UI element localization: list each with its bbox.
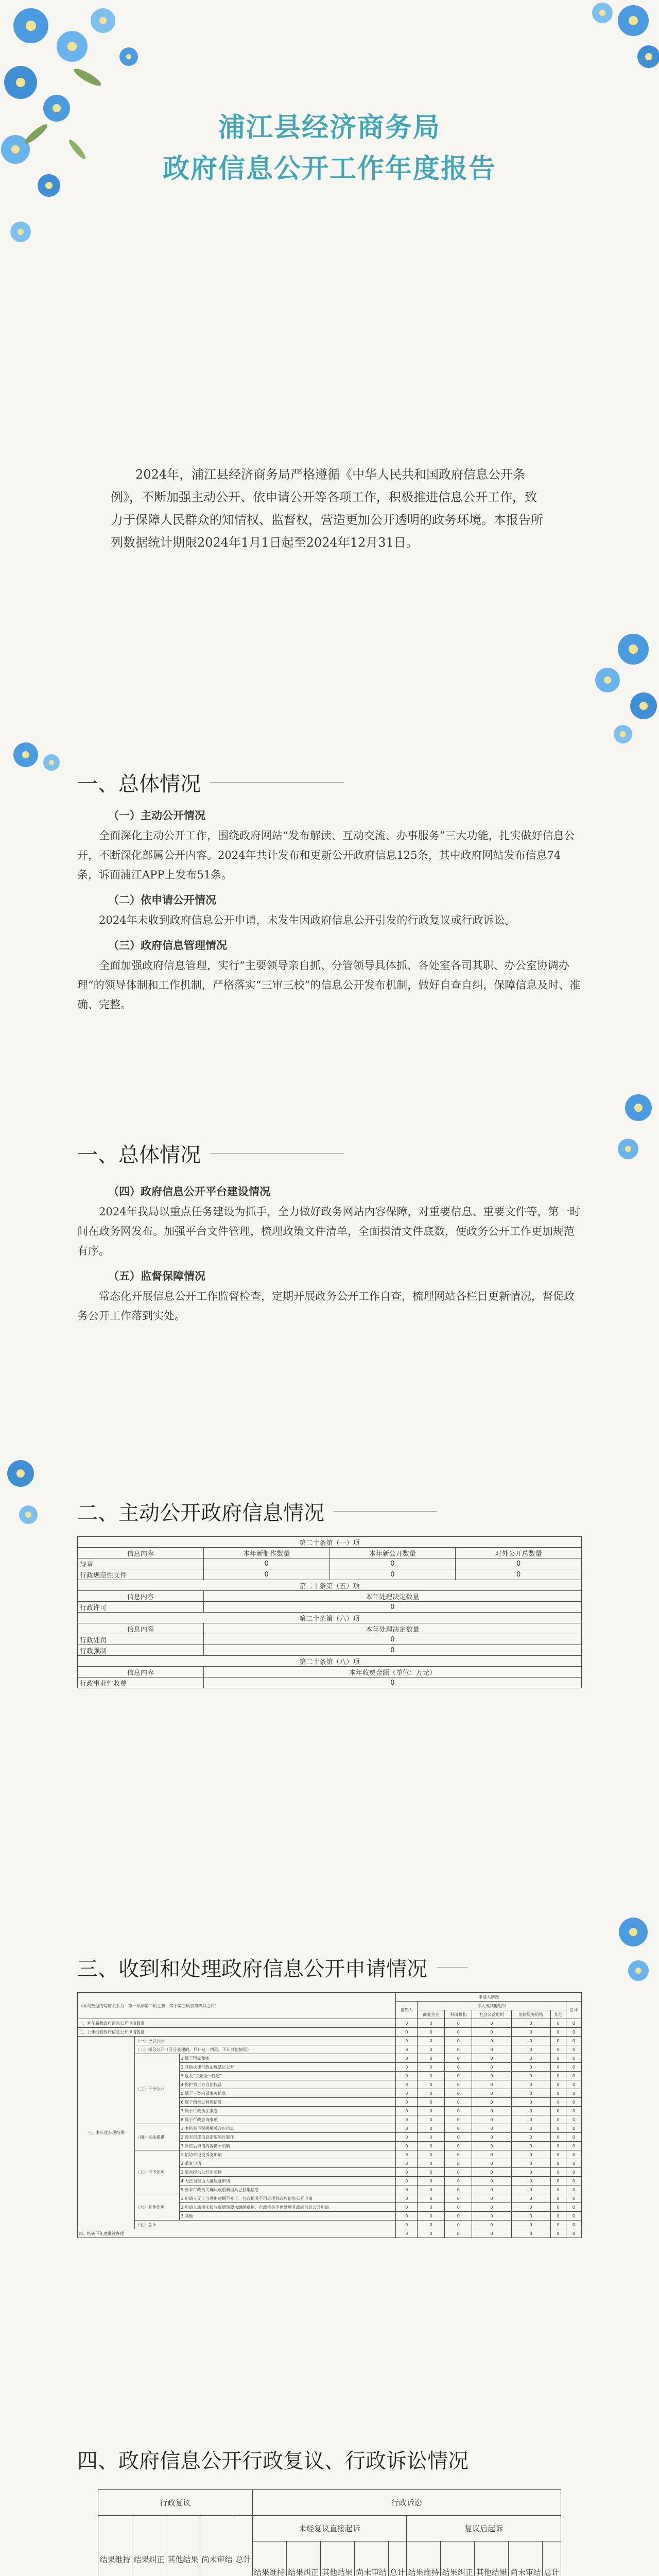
value-cell: 0 [550,2124,566,2133]
value-cell: 0 [445,2194,472,2203]
value-cell: 0 [511,2203,550,2212]
value-cell: 0 [445,2124,472,2133]
flower-decoration-mid-right-icon [608,1082,659,1185]
value-cell: 0 [445,2185,472,2194]
value-cell: 0 [566,2089,581,2098]
value-cell: 0 [566,2115,581,2124]
value-cell: 0 [396,2142,418,2150]
subsection-text: 全面加强政府信息管理，实行“主要领导亲自抓、分管领导具体抓、各处室各司其职、办公室协调办理”的领导体制和工作机制，严格落实“三审三校”的信息公开发布机制，做好自查自纠，保障信息及时、准确、完整。 [77,959,581,1011]
value-cell: 0 [445,2150,472,2159]
value-cell: 0 [445,2177,472,2185]
value-cell: 0 [550,2080,566,2089]
value-cell: 0 [511,2185,550,2194]
value-cell: 0 [396,2203,418,2212]
value-cell: 0 [472,2159,511,2168]
value-cell: 0 [472,2080,511,2089]
value-cell: 0 [511,2150,550,2159]
row-label: 2.没有现成信息需要另行制作 [180,2133,396,2142]
value-cell: 0 [472,2185,511,2194]
value-cell: 0 [511,2221,550,2229]
row-label: 8.属于行政查询事项 [180,2115,396,2124]
value-cell: 0 [550,2107,566,2115]
value-cell: 0 [396,2229,418,2238]
subsection-text: 常态化开展信息公开工作监督检查，定期开展政务公开工作自查，梳理网站各栏目更新情况，督促政务公开工作落到实处。 [77,1290,575,1322]
value-cell: 0 [396,2028,418,2037]
table-row [78,2019,582,2028]
value-cell: 0 [396,2037,418,2045]
row-label: 5.属于三类内部事务信息 [180,2089,396,2098]
row-label: 二、上年结转政府信息公开申请数量 [78,2028,396,2037]
value-cell: 0 [550,2185,566,2194]
value-cell: 0 [445,2037,472,2045]
value-cell: 0 [418,2045,445,2054]
value-cell: 0 [418,2203,445,2212]
value-cell: 0 [396,2185,418,2194]
value-cell: 0 [418,2080,445,2089]
value-cell: 0 [418,2168,445,2177]
table-row [78,2045,582,2054]
report-title-line1: 浦江县经济商务局 [218,112,441,143]
value-cell: 0 [566,2124,581,2133]
table-row [78,2194,582,2203]
value-cell: 0 [511,2142,550,2150]
value-cell: 0 [396,2054,418,2063]
value-cell: 0 [445,2142,472,2150]
value-cell: 0 [396,2089,418,2098]
subsection-title: （三）政府信息管理情况 [108,939,227,952]
value-cell: 0 [396,2124,418,2133]
value-cell: 0 [396,2194,418,2203]
value-cell: 0 [511,2194,550,2203]
value-cell: 0 [472,2045,511,2054]
value-cell: 0 [550,2150,566,2159]
value-cell: 0 [566,2072,581,2080]
row-label: 1.信访举报投诉类申请 [180,2150,396,2159]
value-cell: 0 [550,2089,566,2098]
row-label: 2.其他法律行政法规禁止公开 [180,2063,396,2072]
row-label: （二）部分公开（区分处理的，只计这一情形，不计其他情形） [134,2045,396,2054]
value-cell: 0 [396,2177,418,2185]
value-cell: 0 [445,2080,472,2089]
table-row [78,2221,582,2229]
row-label: 四、结转下年度继续办理 [78,2229,396,2238]
value-cell: 0 [472,2028,511,2037]
value-cell: 0 [511,2037,550,2045]
value-cell: 0 [445,2028,472,2037]
value-cell: 0 [445,2133,472,2142]
table-row [78,2150,582,2159]
value-cell: 0 [566,2054,581,2063]
value-cell: 0 [511,2229,550,2238]
flower-decoration-right-icon [577,618,659,752]
value-cell: 0 [396,2080,418,2089]
subsection-title: （四）政府信息公开平台建设情况 [108,1185,270,1198]
row-label: 3.要求提供公开出版物 [180,2168,396,2177]
value-cell: 0 [511,2019,550,2028]
row-label: 3.补正后申请内容仍不明确 [180,2142,396,2150]
subsection-title: （五）监督保障情况 [108,1269,205,1282]
value-cell: 0 [550,2054,566,2063]
value-cell: 0 [445,2203,472,2212]
value-cell: 0 [396,2133,418,2142]
value-cell: 0 [445,2212,472,2221]
value-cell: 0 [550,2063,566,2072]
value-cell: 0 [445,2089,472,2098]
sub-group-label: （四）无法提供 [134,2124,180,2150]
value-cell: 0 [472,2098,511,2107]
flower-decoration-left-icon [0,732,72,783]
value-cell: 0 [550,2072,566,2080]
value-cell: 0 [566,2203,581,2212]
value-cell: 0 [396,2045,418,2054]
value-cell: 0 [511,2028,550,2037]
value-cell: 0 [550,2028,566,2037]
value-cell: 0 [566,2150,581,2159]
value-cell: 0 [418,2194,445,2203]
result-side-label: 三、本年度办理结果 [78,2037,135,2229]
value-cell: 0 [396,2107,418,2115]
value-cell: 0 [566,2019,581,2028]
value-cell: 0 [445,2159,472,2168]
row-label: 3.其他 [180,2212,396,2221]
value-cell: 0 [396,2159,418,2168]
value-cell: 0 [472,2054,511,2063]
row-label: 4.保护第三方合法权益 [180,2080,396,2089]
value-cell: 0 [472,2072,511,2080]
value-cell: 0 [445,2107,472,2115]
section-heading: 一、总体情况 [77,772,201,796]
review-lawsuit-table: 行政复议 行政诉讼 结果维持 结果纠正 其他结果 尚未审结 总计 未经复议直接起诉 复议后起诉 结果维持 结果纠正 其他结果 尚未审结 总计 结果维持 结果纠正 其他结果 尚未审结 总计 [98,2489,561,2576]
row-label: （七）总计 [134,2221,396,2229]
value-cell: 0 [445,2229,472,2238]
value-cell: 0 [566,2063,581,2072]
value-cell: 0 [418,2072,445,2080]
subsection-text: 2024年未收到政府信息公开申请，未发生因政府信息公开引发的行政复议或行政诉讼。 [99,914,516,926]
value-cell: 0 [396,2212,418,2221]
value-cell: 0 [418,2221,445,2229]
table-row [78,2124,582,2133]
value-cell: 0 [472,2089,511,2098]
value-cell: 0 [550,2142,566,2150]
row-label: 2.申请人逾期未按收费通知要求缴纳费用、行政机关不再处理其政府信息公开申请 [180,2203,396,2212]
value-cell: 0 [472,2221,511,2229]
value-cell: 0 [418,2185,445,2194]
value-cell: 0 [550,2177,566,2185]
intro-paragraph: 2024年，浦江县经济商务局严格遵循《中华人民共和国政府信息公开条例》，不断加强主动公开、依申请公开等各项工作，积极推进信息公开工作，致力于保障人民群众的知情权、监督权，营造更加公开透明的政务环境。本报告所列数据统计期限2024年1月1日起至2024年12月31日。 [111,467,543,550]
table-row [78,2229,582,2238]
value-cell: 0 [418,2212,445,2221]
value-cell: 0 [445,2115,472,2124]
section-heading: 二、主动公开政府信息情况 [77,1501,324,1525]
value-cell: 0 [550,2212,566,2221]
subsection-text: 2024年我局以重点任务建设为抓手，全力做好政务网站内容保障，对重要信息、重要文件等，第一时间在政务网发布。加强平台文件管理，梳理政策文件清单，全面摸清文件底数，便政务公开工作更加规范有序。 [77,1206,581,1257]
value-cell: 0 [511,2177,550,2185]
value-cell: 0 [550,2159,566,2168]
value-cell: 0 [445,2045,472,2054]
value-cell: 0 [418,2229,445,2238]
section-proactive-disclosure [77,1497,582,1688]
value-cell: 0 [472,2229,511,2238]
value-cell: 0 [566,2185,581,2194]
value-cell: 0 [550,2115,566,2124]
value-cell: 0 [511,2124,550,2133]
row-label: 4.无正当理由大量反复申请 [180,2177,396,2185]
sub-group-label: （三）不予公开 [134,2054,180,2124]
value-cell: 0 [472,2037,511,2045]
proactive-disclosure-table: 第二十条第（一）项 信息内容 本年新制作数量 本年新公开数量 对外公开总数量 规章 0 0 0 行政规范性文件 0 0 0 第二十条第（五）项 信息内容 本年处理决定数量 行政许可 0 第二十条第（六）项 信息内容 本年处理决定数量 行政处罚 0 行政强制 0 第二十条第（八）项 信息内容 本年收费金额（单位：万元） 行政事业性收费 0 [77,1536,582,1688]
value-cell: 0 [550,2168,566,2177]
flower-decoration-mid-left-icon [0,1443,51,1546]
value-cell: 0 [511,2107,550,2115]
section-heading: 四、政府信息公开行政复议、行政诉讼情况 [77,2449,469,2473]
value-cell: 0 [396,2115,418,2124]
row-label: 2.重复申请 [180,2159,396,2168]
value-cell: 0 [472,2194,511,2203]
value-cell: 0 [550,2203,566,2212]
value-cell: 0 [566,2045,581,2054]
value-cell: 0 [566,2037,581,2045]
value-cell: 0 [418,2177,445,2185]
value-cell: 0 [511,2115,550,2124]
value-cell: 0 [396,2168,418,2177]
section-overview [77,768,582,1014]
value-cell: 0 [418,2063,445,2072]
value-cell: 0 [445,2019,472,2028]
value-cell: 0 [445,2072,472,2080]
row-label: 5.要求行政机关确认或重新出具已获取信息 [180,2185,396,2194]
value-cell: 0 [566,2168,581,2177]
row-label: 1.属于国家秘密 [180,2054,396,2063]
value-cell: 0 [445,2054,472,2063]
value-cell: 0 [418,2107,445,2115]
flower-decoration-top-right-icon [556,0,659,82]
value-cell: 0 [566,2142,581,2150]
value-cell: 0 [418,2150,445,2159]
value-cell: 0 [418,2028,445,2037]
value-cell: 0 [472,2107,511,2115]
value-cell: 0 [511,2045,550,2054]
row-label: （一）予以公开 [134,2037,396,2045]
value-cell: 0 [472,2150,511,2159]
value-cell: 0 [511,2072,550,2080]
sub-group-label: （六）其他处理 [134,2194,180,2221]
value-cell: 0 [550,2221,566,2229]
value-cell: 0 [418,2124,445,2133]
value-cell: 0 [472,2177,511,2185]
value-cell: 0 [396,2019,418,2028]
value-cell: 0 [566,2028,581,2037]
value-cell: 0 [472,2063,511,2072]
value-cell: 0 [511,2054,550,2063]
value-cell: 0 [566,2159,581,2168]
value-cell: 0 [566,2177,581,2185]
value-cell: 0 [445,2098,472,2107]
row-label: 6.属于四类过程性信息 [180,2098,396,2107]
value-cell: 0 [396,2063,418,2072]
subsection-title: （一）主动公开情况 [108,809,205,822]
value-cell: 0 [550,2045,566,2054]
row-label: 3.危及“三安全一稳定” [180,2072,396,2080]
value-cell: 0 [566,2133,581,2142]
value-cell: 0 [511,2063,550,2072]
value-cell: 0 [550,2194,566,2203]
row-label: 1.本机关不掌握相关政府信息 [180,2124,396,2133]
subsection-title: （二）依申请公开情况 [108,893,216,906]
flower-decoration-lower-right-icon [602,1906,659,1999]
value-cell: 0 [472,2133,511,2142]
value-cell: 0 [550,2037,566,2045]
value-cell: 0 [472,2168,511,2177]
value-cell: 0 [396,2098,418,2107]
row-label: 一、本年新收政府信息公开申请数量 [78,2019,396,2028]
value-cell: 0 [418,2089,445,2098]
value-cell: 0 [566,2107,581,2115]
value-cell: 0 [566,2098,581,2107]
value-cell: 0 [511,2159,550,2168]
table-row [78,2054,582,2063]
value-cell: 0 [472,2142,511,2150]
value-cell: 0 [511,2212,550,2221]
value-cell: 0 [396,2221,418,2229]
value-cell: 0 [566,2221,581,2229]
value-cell: 0 [550,2229,566,2238]
value-cell: 0 [445,2221,472,2229]
value-cell: 0 [396,2150,418,2159]
value-cell: 0 [418,2159,445,2168]
value-cell: 0 [418,2037,445,2045]
flower-decoration-top-left-icon [0,0,185,289]
value-cell: 0 [418,2054,445,2063]
section-review-lawsuit [77,2445,582,2576]
section-heading: 三、收到和处理政府信息公开申请情况 [77,1957,427,1981]
section-overview-continued [77,1139,582,1326]
value-cell: 0 [472,2019,511,2028]
value-cell: 0 [445,2168,472,2177]
section-applications [77,1953,582,2238]
value-cell: 0 [418,2142,445,2150]
value-cell: 0 [566,2229,581,2238]
row-label: 7.属于行政执法案卷 [180,2107,396,2115]
value-cell: 0 [472,2212,511,2221]
table-row [78,2028,582,2037]
value-cell: 0 [511,2098,550,2107]
applications-table: （本列数据的勾稽关系为：第一项加第二项之和，等于第三项加第四项之和） 申请人情况 自然人 法人或其他组织 总计 商业企业 科研机构 社会公益组织 法律服务机构 其他 一、本年新收政府信息公开申请数量 0 0 0 0 0 0 0 二、上年结转政府信息公开申请数量 0 0 0 0 0 0 0 三、本年度办理结果 （一）予以公开 0 0 0 0 0 0 0 （二）部分公开（区分处理的，只计这一情形，不计其他情形） 0 0 0 0 0 0 0 （三）不予公开 1.属于国家秘密 0 0 0 0 0 0 0 2.其他法律行政法规禁止公开 0 0 0 0 0 0 0 3.危及“三安全一稳定” 0 0 0 0 0 0 0 4.保护第三方合法权益 0 0 0 0 0 0 0 5.属于三类内部事务信息 0 0 0 0 0 0 0 6.属于四类过程性信息 0 0 0 0 0 0 0 7.属于行政执法案卷 0 0 0 0 0 0 0 8.属于行政查询事项 0 0 0 0 0 0 0 （四）无法提供 1.本机关不掌握相关政府信息 0 0 0 0 0 0 0 2.没有现成信息需要另行制作 0 0 0 0 0 0 0 3.补正后申请内容仍不明确 0 0 0 0 0 0 0 （五）不予处理 1.信访举报投诉类申请 0 0 0 0 0 0 0 2.重复申请 0 0 0 0 0 0 0 3.要求提供公开出版物 0 0 0 0 0 0 0 4.无正当理由大量反复申请 0 0 0 0 0 0 0 5.要求行政机关确认或重新出具已获取信息 0 0 0 0 0 0 0 （六）其他处理 1.申请人无正当理由逾期不补正、行政机关不再处理其政府信息公开申请 0 0 0 0 0 0 0 2.申请人逾期未按收费通知要求缴纳费用、行政机关不再处理其政府信息公开申请 0 0 0 0 0 0 0 3.其他 0 0 0 0 0 0 0 （七）总计 0 0 0 0 0 0 0 四、结转下年度继续办理 0 0 0 0 0 0 0 [77,1992,582,2238]
subsection-text: 全面深化主动公开工作，围绕政府网站“发布解读、互动交流、办事服务”三大功能，扎实做好信息公开，不断深化部属公开内容。2024年共计发布和更新公开政府信息125条，其中政府网站发布信息74条，诉面浦江APP上发布51条。 [77,829,575,881]
value-cell: 0 [418,2115,445,2124]
value-cell: 0 [511,2133,550,2142]
report-title-line2: 政府信息公开工作年度报告 [162,153,496,184]
value-cell: 0 [566,2212,581,2221]
value-cell: 0 [566,2194,581,2203]
value-cell: 0 [418,2098,445,2107]
value-cell: 0 [445,2063,472,2072]
table-row [78,2037,582,2045]
value-cell: 0 [472,2115,511,2124]
value-cell: 0 [550,2019,566,2028]
value-cell: 0 [418,2133,445,2142]
value-cell: 0 [511,2080,550,2089]
value-cell: 0 [550,2133,566,2142]
value-cell: 0 [511,2168,550,2177]
section-heading: 一、总体情况 [77,1143,201,1167]
value-cell: 0 [396,2072,418,2080]
value-cell: 0 [550,2098,566,2107]
value-cell: 0 [472,2203,511,2212]
value-cell: 0 [418,2019,445,2028]
sub-group-label: （五）不予处理 [134,2150,180,2194]
row-label: 1.申请人无正当理由逾期不补正、行政机关不再处理其政府信息公开申请 [180,2194,396,2203]
value-cell: 0 [472,2124,511,2133]
value-cell: 0 [511,2089,550,2098]
value-cell: 0 [566,2080,581,2089]
